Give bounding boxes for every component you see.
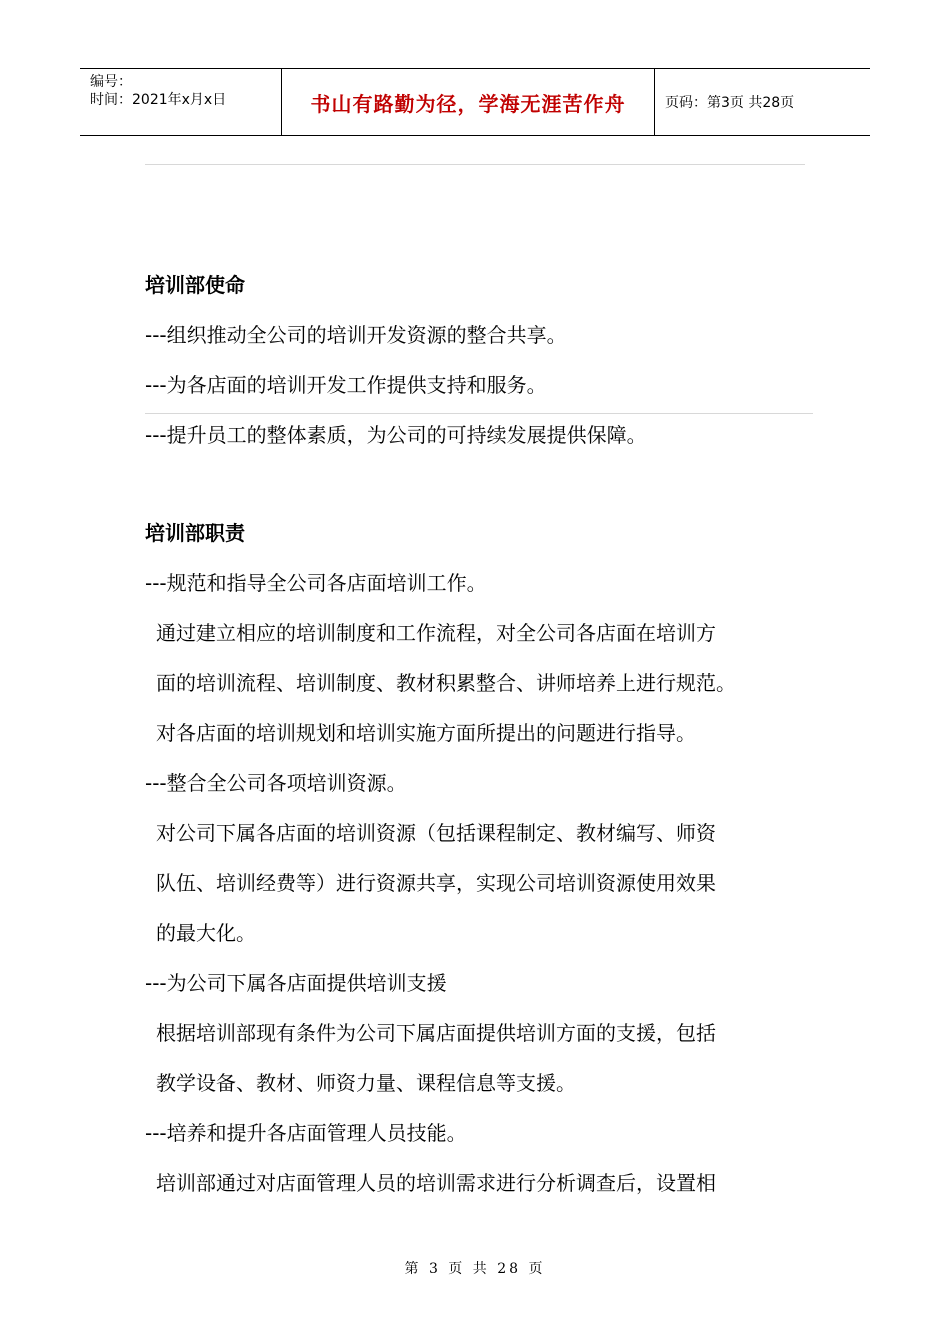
document-date-label: 时间：2021年x月x日: [90, 92, 227, 108]
duty-detail: 对各店面的培训规划和培训实施方面所提出的问题进行指导。: [156, 721, 696, 745]
duty-item: ---规范和指导全公司各店面培训工作。: [145, 571, 487, 595]
header-page-cell: [655, 69, 870, 135]
duty-item: ---为公司下属各店面提供培训支援: [145, 971, 447, 995]
duty-detail: 队伍、培训经费等）进行资源共享，实现公司培训资源使用效果: [156, 871, 716, 895]
header-motto: 书山有路勤为径，学海无涯苦作舟: [310, 91, 626, 116]
header-table: [80, 68, 870, 136]
divider-line: [145, 164, 805, 165]
duty-detail: 培训部通过对店面管理人员的培训需求进行分析调查后，设置相: [156, 1171, 716, 1195]
mission-item: ---为各店面的培训开发工作提供支持和服务。: [145, 373, 547, 397]
page-footer: 第 3 页 共 28 页: [404, 1261, 546, 1277]
section-spacer: [145, 460, 805, 508]
section-title-duties: 培训部职责: [145, 521, 245, 545]
mission-item: ---组织推动全公司的培训开发资源的整合共享。: [145, 323, 567, 347]
duty-detail: 面的培训流程、培训制度、教材积累整合、讲师培养上进行规范。: [156, 671, 736, 695]
mission-item: ---提升员工的整体素质，为公司的可持续发展提供保障。: [145, 423, 647, 447]
header-page-label: 页码：第3页 共28页: [665, 95, 795, 111]
document-body: [145, 260, 805, 1208]
duty-detail: 对公司下属各店面的培训资源（包括课程制定、教材编写、师资: [156, 821, 716, 845]
duty-detail: 教学设备、教材、师资力量、课程信息等支援。: [156, 1071, 576, 1095]
section-title-mission: 培训部使命: [145, 273, 245, 297]
duty-detail: 通过建立相应的培训制度和工作流程，对全公司各店面在培训方: [156, 621, 716, 645]
header-meta-cell: [80, 69, 282, 135]
duty-item: ---培养和提升各店面管理人员技能。: [145, 1121, 467, 1145]
document-number-label: 编号：: [90, 74, 132, 90]
duty-detail: 的最大化。: [156, 921, 256, 945]
duty-item: ---整合全公司各项培训资源。: [145, 771, 407, 795]
duty-detail: 根据培训部现有条件为公司下属店面提供培训方面的支援，包括: [156, 1021, 716, 1045]
header-motto-cell: [282, 69, 655, 135]
